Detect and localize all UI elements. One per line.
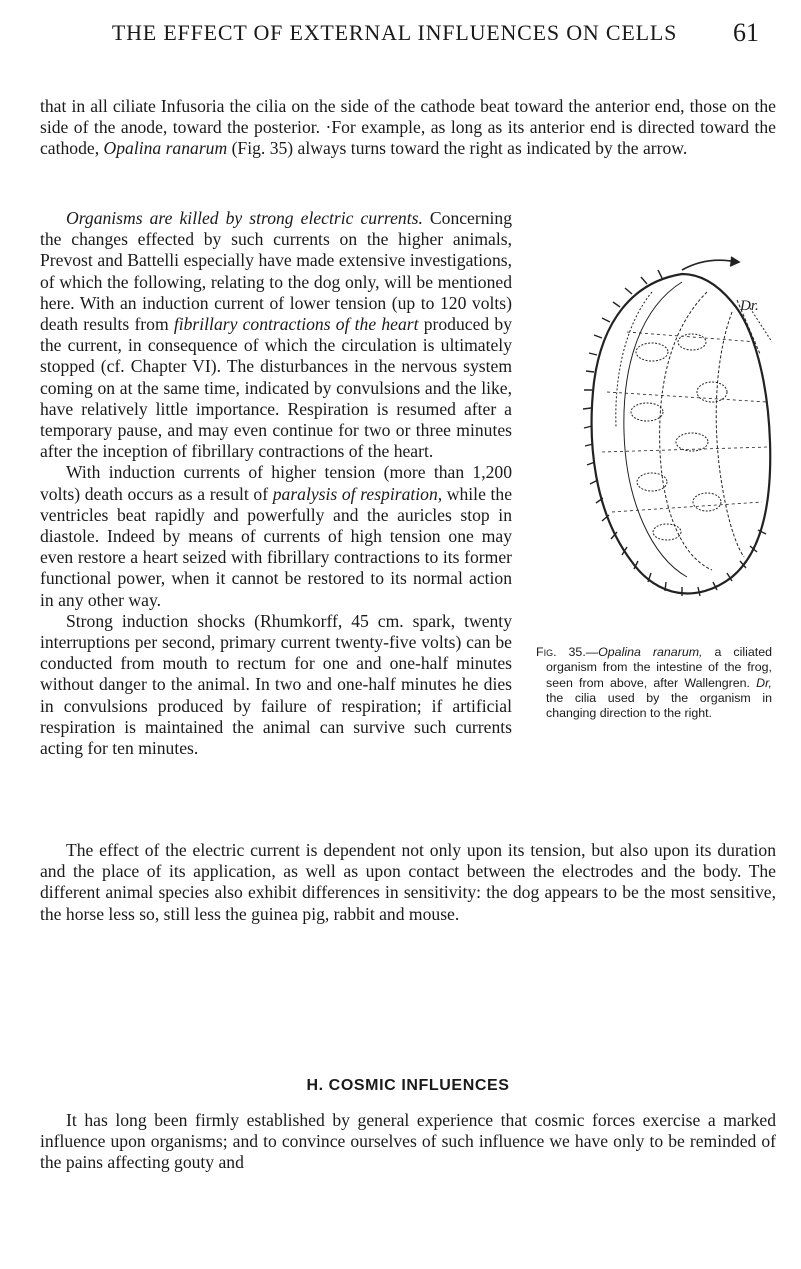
p2-text-a: Concerning the changes effected by such currents on the higher animals, Prevost and Battelli especially have made extensive investigations, of which the following, relating to the dog only, will be mentioned here. With an induction current of lower tension (up to 120 volts) death results from	[40, 208, 513, 335]
running-title: THE EFFECT OF EXTERNAL INFLUENCES ON CELLS	[111, 20, 678, 45]
caption-text-b: the cilia used by the organism in changing direction to the right.	[546, 690, 772, 721]
paragraph-ciliate-infusoria	[40, 96, 776, 160]
text-with-figure	[40, 208, 776, 772]
p3-text-b: while the ventricles beat rapidly and powerfully and the auricles stop in diastole. Indeed by means of currents of high tension one may even restore a heart seized with fibrillary contractions to its former functional power, when it cannot be restored to its normal action in any other way.	[40, 483, 513, 610]
p2-lead-italic: Organisms are killed by strong electric currents.	[66, 208, 423, 228]
figure-35	[532, 212, 776, 772]
p2-text-b: produced by the current, in consequence of which the circulation is ultimately stopped (cf. Chapter VI). The disturbances in the nervous system coming on at the same time, indicated by convulsions and the like, have relatively little importance. Respiration is resumed after a temporary pause, and may even continue for two or three minutes after the inception of fibrillary contractions of the heart.	[40, 314, 512, 462]
paragraph-electric-effect: The effect of the electric current is dependent not only upon its tension, but also upon its duration and the place of its application, as well as upon contact between the electrodes and the body. The different animal species also exhibit differences in sensitivity: the dog appears to be the most sensitive, the horse less so, still less the guinea pig, rabbit and mouse.	[40, 840, 776, 924]
caption-species: Opalina ranarum,	[598, 645, 703, 659]
paragraph-strong-induction: Strong induction shocks (Rhumkorff, 45 cm. spark, twenty interruptions per second, primary current twenty-five volts) can be conducted from mouth to rectum for one and one-half minutes without danger to the animal. In two and one-half minutes he dies in convulsions produced by failure of respiration; if artificial respiration is maintained the animal can survive such currents acting for ten minutes.	[40, 610, 512, 759]
section-heading: H. COSMIC INFLUENCES	[306, 1077, 510, 1094]
page-header	[30, 16, 759, 50]
figure-caption	[536, 645, 772, 721]
page-number: 61	[733, 18, 759, 47]
p3-italic: paralysis of respiration,	[272, 483, 443, 504]
caption-prefix: Fig. 35.	[536, 645, 586, 659]
caption-dr: Dr,	[756, 675, 772, 690]
opalina-illustration	[532, 212, 772, 642]
p2-italic-1: fibrillary contractions of the heart	[173, 314, 419, 335]
caption-dash: —	[585, 645, 599, 659]
p1-species: Opalina ranarum	[103, 138, 228, 159]
label-dr: Dr.	[740, 298, 759, 314]
p1-text-b: (Fig. 35) always turns toward the right as indicated by the arrow.	[227, 138, 688, 159]
caption-text-a: a ciliated organism from the intestine of the frog, seen from above, after Wallengren.	[546, 645, 772, 690]
p1-text-a: that in all ciliate Infusoria the cilia on the side of the cathode beat toward the anterior end, those on the side of the anode, toward the posterior. ·For example, as long as its anterior end is directed toward the cathode,	[40, 96, 776, 159]
paragraph-cosmic: It has long been firmly established by general experience that cosmic forces exercise a marked influence upon organisms; and to convince ourselves of such influence we have only to be reminded of the pains affecting gouty and	[40, 1110, 776, 1173]
p3-text-a: With induction currents of higher tension (more than 1,200 volts) death occurs as a result of	[40, 462, 512, 504]
